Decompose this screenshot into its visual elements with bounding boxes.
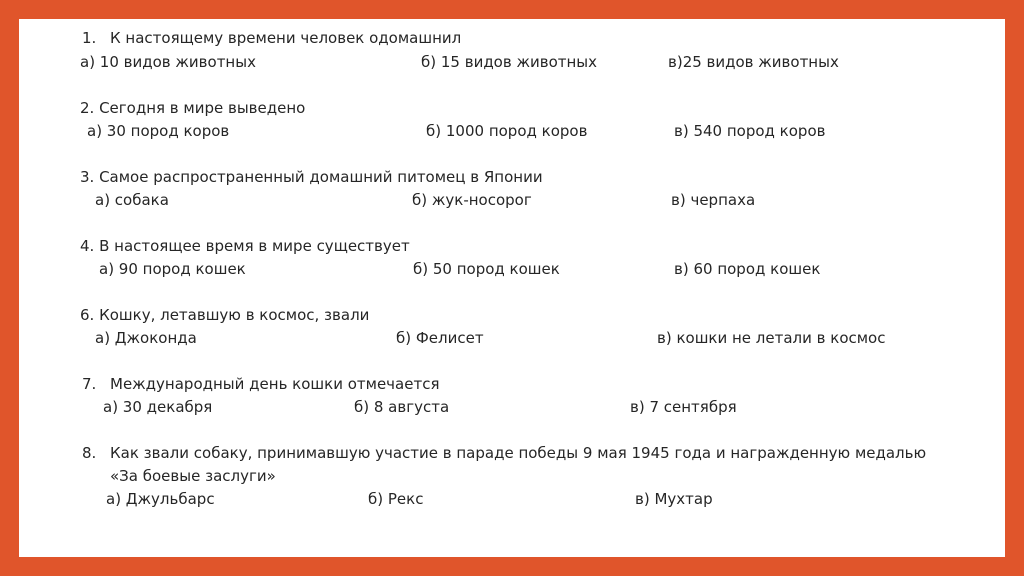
question-8-text-line-2: «За боевые заслуги» [110,467,276,485]
question-7-option-b: б) 8 августа [354,398,450,416]
question-1-option-c: в)25 видов животных [668,53,839,71]
question-3-option-a: а) собака [95,191,169,209]
question-8-text: Как звали собаку, принимавшую участие в параде победы 9 мая 1945 года и награжденную медалью [110,444,927,462]
question-1-option-a: а) 10 видов животных [80,53,256,71]
question-3-option-c: в) черпаха [671,191,756,209]
question-1-text: К настоящему времени человек одомашнил [110,29,462,47]
question-7-option-a: а) 30 декабря [103,398,213,416]
question-4-text: 4. В настоящее время в мире существует [80,237,410,255]
question-2-option-c: в) 540 пород коров [674,122,826,140]
question-6-text: 6. Кошку, летавшую в космос, звали [80,306,370,324]
question-3-option-b: б) жук-носорог [412,191,532,209]
question-4-option-b: б) 50 пород кошек [413,260,560,278]
question-7-option-c: в) 7 сентября [630,398,737,416]
question-6-option-b: б) Фелисет [396,329,484,347]
question-8-option-a: а) Джульбарс [106,490,215,508]
question-8-option-c: в) Мухтар [635,490,713,508]
question-2-text: 2. Сегодня в мире выведено [80,99,306,117]
question-2-option-a: а) 30 пород коров [87,122,230,140]
question-7-number: 7. [82,375,97,393]
question-4-option-a: а) 90 пород кошек [99,260,246,278]
question-3-text: 3. Самое распространенный домашний питомец в Японии [80,168,543,186]
question-8-option-b: б) Рекс [368,490,424,508]
question-4-option-c: в) 60 пород кошек [674,260,821,278]
question-7-text: Международный день кошки отмечается [110,375,440,393]
question-6-option-c: в) кошки не летали в космос [657,329,886,347]
question-6-option-a: а) Джоконда [95,329,197,347]
question-8-number: 8. [82,444,97,462]
question-1-number: 1. [82,29,97,47]
slide [19,19,1005,557]
question-1-option-b: б) 15 видов животных [421,53,598,71]
question-2-option-b: б) 1000 пород коров [426,122,588,140]
